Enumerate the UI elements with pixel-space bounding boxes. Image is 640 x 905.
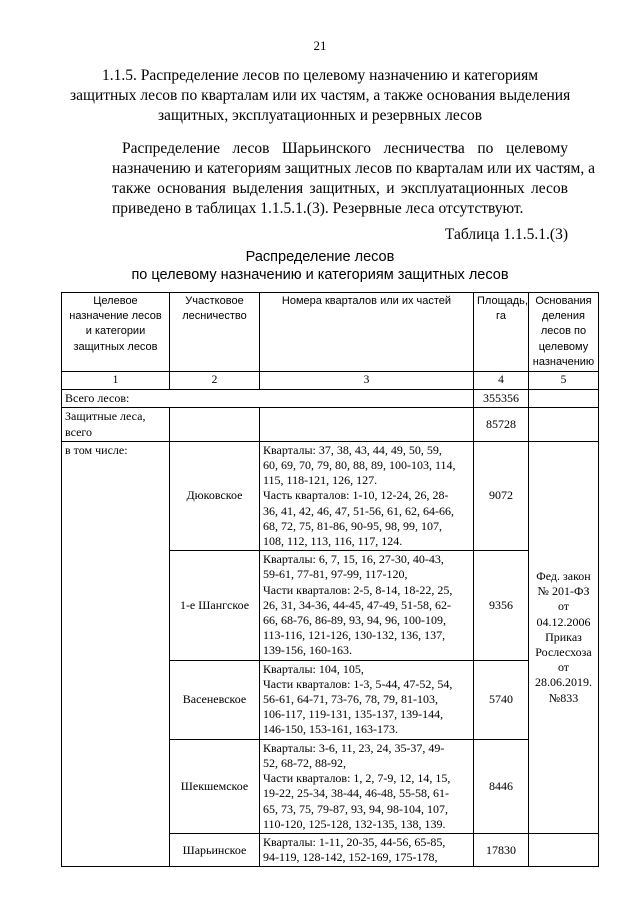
district-name: Васеневское <box>170 660 260 739</box>
total-label: Всего лесов: <box>62 390 474 408</box>
table-title-line: Распределение лесов <box>245 249 395 265</box>
quarters-line: Кварталы: 6, 7, 15, 16, 27-30, 40-43, <box>263 552 444 567</box>
quarters-line: 19-22, 25-34, 38-44, 46-48, 55-58, 61- <box>263 786 449 801</box>
quarters-line: 113-116, 121-126, 130-132, 136, 137, <box>263 628 446 643</box>
empty-cell <box>170 408 260 441</box>
quarters-line: 36, 41, 42, 46, 47, 51-56, 61, 62, 64-66, <box>263 503 454 518</box>
protective-area: 85728 <box>474 408 529 441</box>
quarters-line: 110-120, 125-128, 132-135, 138, 139. <box>263 816 446 831</box>
area-value: 17830 <box>474 833 529 866</box>
quarters-line: Кварталы: 1-11, 20-35, 44-56, 65-85, <box>263 834 446 849</box>
quarters-line: 106-117, 119-131, 135-137, 139-144, <box>263 707 444 722</box>
paragraph-line: приведено в таблицах 1.1.5.1.(3). Резервные леса отсутствуют. <box>112 200 524 217</box>
column-number-row <box>62 372 599 390</box>
quarters-line: Кварталы: 104, 105, <box>263 661 364 676</box>
quarters-line: 94-119, 128-142, 152-169, 175-178, <box>263 850 438 865</box>
quarters-line: Части кварталов: 1, 2, 7-9, 12, 14, 15, <box>263 771 451 786</box>
quarters-line: Часть кварталов: 1-10, 12-24, 26, 28- <box>263 488 449 503</box>
quarters-line: 68, 72, 75, 81-86, 90-95, 98, 99, 107, <box>263 518 442 533</box>
district-name: Дюковское <box>170 441 260 550</box>
basis-text: Фед. закон № 201-ФЗ от 04.12.2006 Приказ Рослесхоза от 28.06.2019. №833 <box>529 441 599 833</box>
quarters-cell <box>260 441 474 550</box>
empty-cell <box>529 833 599 866</box>
paragraph-line: также основания выделения защитных, и эксплуатационных лесов <box>112 180 568 197</box>
total-area: 355356 <box>474 390 529 408</box>
quarters-cell <box>260 833 474 866</box>
heading-line: 1.1.5. Распределение лесов по целевому назначению и категориям <box>101 67 539 84</box>
header-area: Площадь, га <box>474 293 529 372</box>
heading-line: защитных лесов по кварталам или их частям, а также основания выделения <box>70 87 571 104</box>
heading-line: защитных, эксплуатационных и резервных лесов <box>157 107 483 124</box>
table-title <box>0 248 640 284</box>
paragraph-line: назначению и категориям защитных лесов по кварталам или их частям, а <box>112 160 595 177</box>
column-number: 3 <box>260 372 474 390</box>
table-row <box>62 441 599 550</box>
header-purpose: Целевое назначение лесов и категории защитных лесов <box>62 293 170 372</box>
quarters-line: 26, 31, 34-36, 44-45, 47-49, 51-58, 62- <box>263 597 451 612</box>
empty-cell <box>529 390 599 408</box>
column-number: 1 <box>62 372 170 390</box>
quarters-line: Кварталы: 37, 38, 43, 44, 49, 50, 59, <box>263 442 442 457</box>
page-number: 21 <box>313 38 327 53</box>
area-value: 9356 <box>474 551 529 660</box>
header-quarters: Номера кварталов или их частей <box>260 293 474 372</box>
quarters-line: Части кварталов: 1-3, 5-44, 47-52, 54, <box>263 676 453 691</box>
quarters-cell <box>260 739 474 833</box>
section-heading <box>70 66 570 126</box>
district-name: Шекшемское <box>170 739 260 833</box>
quarters-line: 66, 68-76, 86-89, 93, 94, 96, 100-109, <box>263 613 446 628</box>
header-basis: Основания деления лесов по целевому назначению <box>529 293 599 372</box>
quarters-line: Кварталы: 3-6, 11, 23, 24, 35-37, 49- <box>263 740 445 755</box>
quarters-line: 146-150, 153-161, 163-173. <box>263 722 398 737</box>
quarters-line: 59-61, 77-81, 97-99, 117-120, <box>263 567 408 582</box>
table-label: Таблица 1.1.5.1.(3) <box>444 226 568 243</box>
quarters-line: 52, 68-72, 88-92, <box>263 755 346 770</box>
quarters-cell <box>260 551 474 660</box>
table-title-line: по целевому назначению и категориям защитных лесов <box>131 267 509 283</box>
column-number: 4 <box>474 372 529 390</box>
total-row <box>62 390 599 408</box>
quarters-line: Части кварталов: 2-5, 8-14, 18-22, 25, <box>263 582 453 597</box>
area-value: 8446 <box>474 739 529 833</box>
empty-cell <box>260 408 474 441</box>
including-label: в том числе: <box>62 441 170 866</box>
quarters-line: 60, 69, 70, 79, 80, 88, 89, 100-103, 114, <box>263 458 456 473</box>
protective-row <box>62 408 599 441</box>
quarters-line: 108, 112, 113, 116, 117, 124. <box>263 534 403 549</box>
header-district: Участковое лесничество <box>170 293 260 372</box>
column-number: 2 <box>170 372 260 390</box>
area-value: 9072 <box>474 441 529 550</box>
paragraph-line: Распределение лесов Шарьинского лесничества по целевому <box>122 140 568 157</box>
quarters-cell <box>260 660 474 739</box>
table-header-row <box>62 293 599 372</box>
empty-cell <box>529 408 599 441</box>
quarters-line: 56-61, 64-71, 73-76, 78, 79, 81-103, <box>263 692 438 707</box>
quarters-line: 139-156, 160-163. <box>263 643 352 658</box>
area-value: 5740 <box>474 660 529 739</box>
column-number: 5 <box>529 372 599 390</box>
district-name: Шарьинское <box>170 833 260 866</box>
protective-label: Защитные леса, всего <box>62 408 170 441</box>
district-name: 1-е Шангское <box>170 551 260 660</box>
forest-distribution-table <box>61 292 599 867</box>
quarters-line: 65, 73, 75, 79-87, 93, 94, 98-104, 107, <box>263 801 448 816</box>
quarters-line: 115, 118-121, 126, 127. <box>263 473 378 488</box>
